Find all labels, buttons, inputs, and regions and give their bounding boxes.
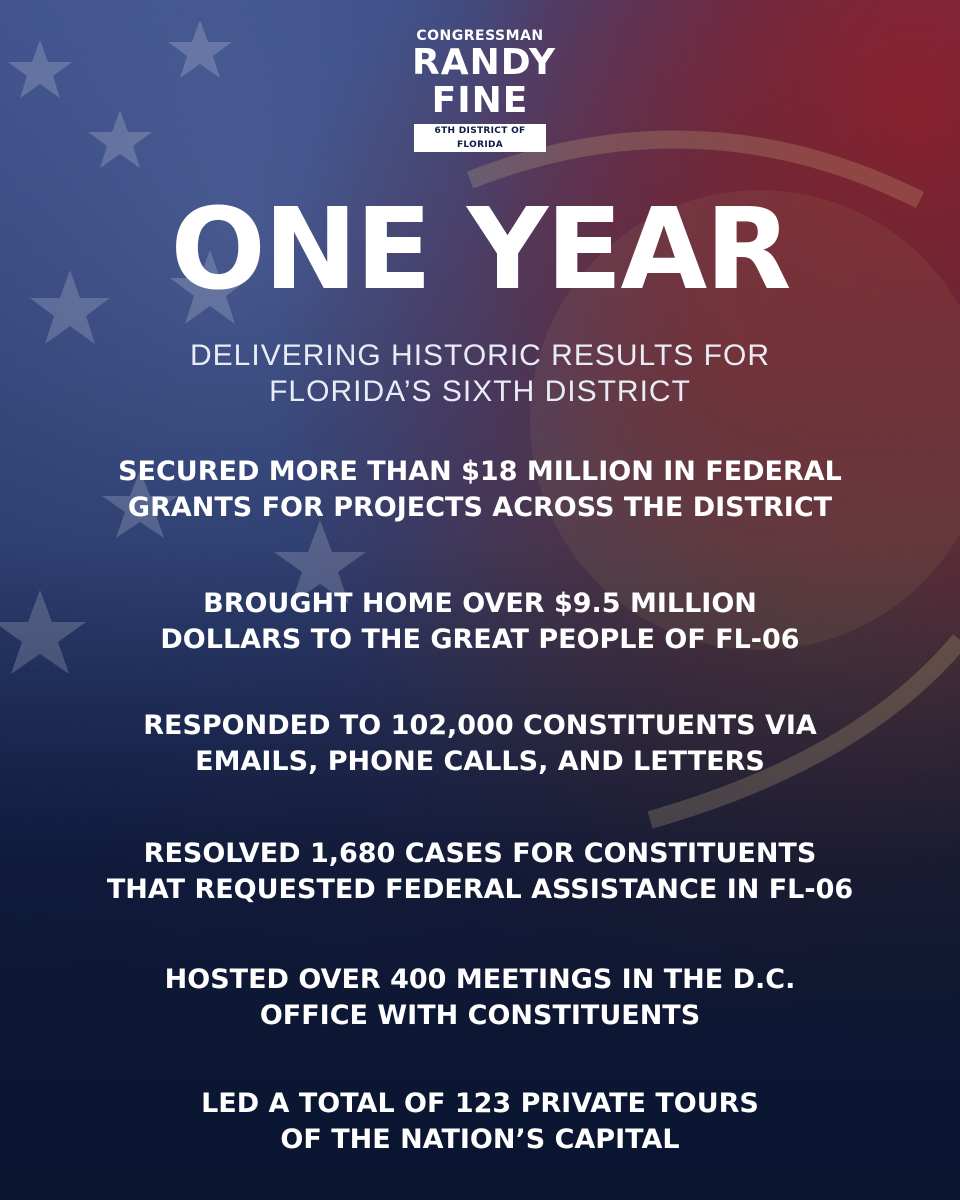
accomplishment-line: BROUGHT HOME OVER $9.5 MILLION xyxy=(203,588,757,619)
accomplishment-line: SECURED MORE THAN $18 MILLION IN FEDERAL xyxy=(118,456,842,487)
accomplishment-item xyxy=(0,708,960,780)
accomplishment-line: RESOLVED 1,680 CASES FOR CONSTITUENTS xyxy=(143,838,817,869)
accomplishment-line: DOLLARS TO THE GREAT PEOPLE OF FL-06 xyxy=(160,624,800,655)
logo-first-name: RANDY xyxy=(412,42,557,83)
logo xyxy=(412,28,557,152)
accomplishment-item xyxy=(0,836,960,908)
accomplishment-line: OF THE NATION’S CAPITAL xyxy=(280,1124,680,1155)
accomplishment-line: OFFICE WITH CONSTITUENTS xyxy=(259,1000,701,1031)
accomplishment-item xyxy=(0,962,960,1034)
accomplishment-line: RESPONDED TO 102,000 CONSTITUENTS VIA xyxy=(143,710,817,741)
headline: ONE YEAR xyxy=(170,185,790,315)
logo-district: 6TH DISTRICT OF FLORIDA xyxy=(414,124,546,152)
subheadline-line-2: FLORIDA’S SIXTH DISTRICT xyxy=(269,375,691,408)
accomplishment-line: HOSTED OVER 400 MEETINGS IN THE D.C. xyxy=(164,964,796,995)
accomplishment-item xyxy=(0,454,960,526)
accomplishment-line: THAT REQUESTED FEDERAL ASSISTANCE IN FL-06 xyxy=(106,874,854,905)
accomplishment-item xyxy=(0,586,960,658)
subheadline xyxy=(0,338,960,410)
accomplishment-line: GRANTS FOR PROJECTS ACROSS THE DISTRICT xyxy=(127,492,833,523)
accomplishment-line: LED A TOTAL OF 123 PRIVATE TOURS xyxy=(201,1088,759,1119)
subheadline-line-1: DELIVERING HISTORIC RESULTS FOR xyxy=(190,339,770,372)
accomplishment-line: EMAILS, PHONE CALLS, AND LETTERS xyxy=(195,746,765,777)
logo-last-name: FINE xyxy=(431,80,529,121)
accomplishment-item xyxy=(0,1086,960,1158)
logo-title: CONGRESSMAN xyxy=(416,28,544,44)
